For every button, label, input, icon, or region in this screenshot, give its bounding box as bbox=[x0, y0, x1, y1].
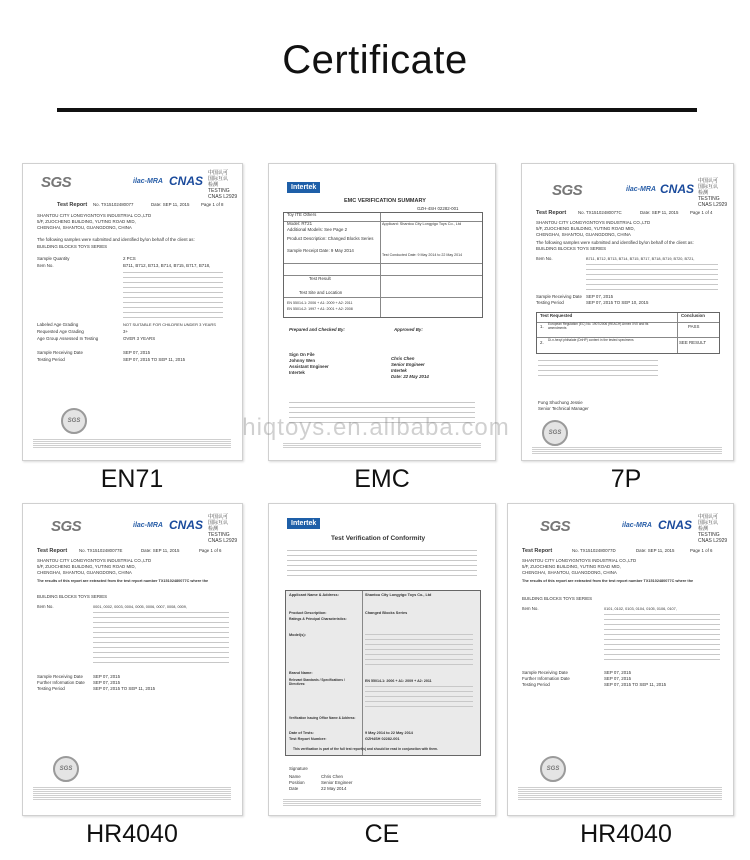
item-numbers bbox=[93, 612, 229, 667]
field-value: SEP 07, 2015 TO SEP 11, 2015 bbox=[93, 686, 156, 691]
signer-title: Senior Technical Manager bbox=[538, 406, 589, 411]
report-page: Page 1 of 6 bbox=[690, 548, 713, 553]
cnas-logo: CNAS bbox=[169, 174, 204, 188]
sgs-seal-icon: SGS bbox=[540, 756, 566, 782]
field-value: 0001, 0002, 0003, 0004, 0005, 0006, 0007, 0008, 0009, bbox=[93, 605, 187, 609]
product-description: Product Description: Changed Blocks Series bbox=[287, 236, 374, 241]
certificate-label-7p: 7P bbox=[610, 465, 642, 493]
field-value: SEP 07, 2015 TO SEP 11, 2015 bbox=[604, 682, 667, 687]
signature-label: Signature bbox=[289, 766, 308, 771]
field-label: Testing Period bbox=[522, 682, 550, 687]
field-label: Testing Period bbox=[536, 300, 564, 305]
footer-fine-print bbox=[283, 442, 481, 448]
cnas-logo: CNAS bbox=[660, 182, 695, 196]
sgs-logo: SGS bbox=[41, 174, 72, 191]
sgs-logo: SGS bbox=[540, 518, 571, 535]
cnas-caption: 中国认可 国际互认 检测 TESTING CNAS L2929 bbox=[698, 178, 728, 208]
receipt-date: Sample Receipt Date: 9 May 2014 bbox=[287, 248, 354, 253]
field-label: Further Information Date bbox=[522, 676, 570, 681]
ilac-mra-logo: ilac-MRA bbox=[626, 186, 656, 193]
field-label: Testing Period bbox=[37, 357, 65, 362]
approved-by: Approved By: bbox=[394, 327, 423, 332]
sgs-seal-icon: SGS bbox=[61, 408, 87, 434]
position-value: Senior Engineer bbox=[321, 780, 353, 785]
standard-1: EN 55014-1: 2006 + A1: 2009 + A2: 2011 bbox=[287, 301, 353, 305]
field-value: SEP 07, 2015 bbox=[586, 294, 614, 299]
certificate-7p[interactable] bbox=[521, 163, 734, 461]
applicant-label: Applicant Name & Address: bbox=[289, 593, 339, 597]
prepared-by: Prepared and Checked By: bbox=[289, 327, 345, 332]
report-title: Test Report bbox=[37, 548, 68, 554]
field-label: Item No. bbox=[522, 606, 539, 611]
footer-fine-print bbox=[283, 798, 481, 806]
footer-fine-print bbox=[33, 438, 231, 448]
sgs-seal-icon: SGS bbox=[53, 756, 79, 782]
company-name: SHANTOU CITY LONGYIGNTOYS INDUSTRIAL CO.,LTD bbox=[37, 213, 152, 218]
doc-number: GZH-4SH 02282-001 bbox=[417, 206, 459, 211]
report-number: No. TX15102480077C bbox=[578, 210, 622, 215]
intertek-logo: Intertek bbox=[287, 182, 320, 193]
company-address-2: CHENGHAI, SHANTOU, GUANGDONG, CHINA bbox=[37, 225, 132, 230]
intertek-logo: Intertek bbox=[287, 518, 320, 529]
field-value: SEP 07, 2015 bbox=[93, 674, 121, 679]
report-title: Test Report bbox=[536, 210, 567, 216]
report-page: Page 1 of 6 bbox=[199, 548, 222, 553]
brand-label: Brand Name: bbox=[289, 671, 313, 675]
signer-1-org: Intertek bbox=[289, 370, 305, 375]
sample-name: BUILDING BLOCKS TOYS SERIES bbox=[522, 596, 593, 601]
table-row-conclusion: SEE RESULT bbox=[679, 340, 707, 345]
certificate-hr4040-1[interactable] bbox=[22, 503, 243, 816]
models-label: Model(s): bbox=[289, 633, 306, 637]
field-label: Sample Quantity bbox=[37, 256, 70, 261]
report-number: No. TX15102480077E bbox=[79, 548, 123, 553]
field-label: Item No. bbox=[37, 604, 54, 609]
applicant: Applicant: Shantou City Longyigo Toys Co., Ltd bbox=[382, 222, 462, 226]
report-page: Page 1 of 4 bbox=[690, 210, 713, 215]
field-value: SEP 07, 2015 bbox=[123, 350, 151, 355]
sample-name: BUILDING BLOCKS TOYS SERIES bbox=[37, 244, 108, 249]
field-value: B711, B712, B713, B714, B715, B717, B718, bbox=[123, 263, 211, 268]
report-page: Page 1 of 8 bbox=[201, 202, 224, 207]
table-row-conclusion: PASS bbox=[688, 324, 700, 329]
signer-name: Fung Shuchung Jessie bbox=[538, 400, 583, 405]
table-row-test: Di-n-hexyl phthalate (DnHP) content in the tested specimens bbox=[548, 338, 634, 342]
date-value: 22 May 2014 bbox=[321, 786, 347, 791]
company-address-1: 5/F, ZUOCHENG BUILDING, YUTING ROAD MID, bbox=[37, 564, 136, 569]
table-header-test: Test Requested bbox=[540, 313, 573, 318]
ratings-label: Ratings & Principal Characteristics: bbox=[289, 617, 347, 621]
model-list bbox=[365, 634, 473, 669]
field-label: Sample Receiving Date bbox=[536, 294, 582, 299]
signer-2-org: Intertek bbox=[391, 368, 407, 373]
certificate-en71[interactable] bbox=[22, 163, 243, 461]
footer-fine-print bbox=[532, 446, 722, 454]
doc-title: Test Verification of Conformity bbox=[331, 535, 426, 542]
sgs-seal-icon: SGS bbox=[542, 420, 568, 446]
field-value: SEP 07, 2015 bbox=[604, 670, 632, 675]
company-address-1: 5/F, ZUOCHENG BUILDING, YUTING ROAD MID, bbox=[522, 564, 621, 569]
report-number: No. TX15102480077 bbox=[93, 202, 134, 207]
page-title: Certificate bbox=[282, 38, 468, 82]
certificate-ce[interactable] bbox=[268, 503, 496, 816]
test-date-value: 9 May 2014 to 22 May 2014 bbox=[365, 731, 413, 735]
test-date-label: Date of Tests: bbox=[289, 731, 314, 735]
intro-text: The following samples were submitted and identified by/on behalf of the client as: bbox=[37, 237, 195, 242]
sgs-logo: SGS bbox=[51, 518, 82, 535]
company-address-2: CHENGHAI, SHANTOU, GUANGDONG, CHINA bbox=[522, 570, 617, 575]
footer-fine-print bbox=[33, 786, 231, 800]
test-result-label: Test Result bbox=[309, 276, 331, 281]
additional-models: Additional Models: See Page 2 bbox=[287, 227, 348, 232]
table-row-number: 2. bbox=[540, 340, 544, 345]
issuing-office-label: Verification Issuing Office Name & Address: bbox=[289, 716, 356, 720]
report-date: Date: SEP 11, 2015 bbox=[141, 548, 180, 553]
field-value: 2 PCS bbox=[123, 256, 136, 261]
cnas-logo: CNAS bbox=[169, 518, 204, 532]
name-label: Name bbox=[289, 774, 301, 779]
certificate-label-hr4040-2: HR4040 bbox=[580, 820, 672, 848]
intro-text bbox=[287, 550, 477, 580]
company-address-2: CHENGHAI, SHANTOU, GUANGDONG, CHINA bbox=[536, 232, 631, 237]
position-label: Position bbox=[289, 780, 305, 785]
intro-text: The following samples were submitted and identified by/on behalf of the client as: bbox=[536, 240, 694, 245]
item-numbers bbox=[123, 272, 223, 322]
field-value: SEP 07, 2015 TO SEP 11, 2015 bbox=[123, 357, 186, 362]
sgs-logo: SGS bbox=[552, 182, 583, 199]
table-row-test: European Regulation (EC) No. 1907/2006 (REACH) Annex XVII and its amendments bbox=[548, 322, 649, 330]
report-date: Date: SEP 11, 2015 bbox=[151, 202, 190, 207]
field-label: Age Group Assessed In Testing bbox=[37, 336, 99, 341]
model: Model: RT21 bbox=[287, 221, 313, 226]
standards-value: EN 55014-1: 2006 + A1: 2009 + A2: 2011 bbox=[365, 679, 432, 683]
product-desc-value: Changed Blocks Series bbox=[365, 611, 408, 615]
field-label: Sample Receiving Date bbox=[37, 350, 83, 355]
sign-on-file: Sign On File bbox=[289, 352, 315, 357]
report-date: Date: SEP 11, 2015 bbox=[636, 548, 675, 553]
report-title: Test Report bbox=[57, 202, 88, 208]
field-label: Requested Age Grading bbox=[37, 329, 84, 334]
certificate-label-hr4040-1: HR4040 bbox=[86, 820, 178, 848]
watermark: hiqtoys.en.alibaba.com bbox=[242, 414, 510, 441]
field-label: Testing Period bbox=[37, 686, 65, 691]
report-date: Date: SEP 11, 2015 bbox=[640, 210, 679, 215]
signer-2-title: Senior Engineer bbox=[391, 362, 425, 367]
ilac-mra-logo: ilac-MRA bbox=[622, 522, 652, 529]
company-address-1: 5/F, ZUOCHENG BUILDING, YUTING ROAD MID, bbox=[37, 219, 136, 224]
product-desc-label: Product Description: bbox=[289, 611, 327, 615]
ilac-mra-logo: ilac-MRA bbox=[133, 522, 163, 529]
company-name: SHANTOU CITY LONGYIGNTOYS INDUSTRIAL CO.,LTD bbox=[536, 220, 651, 225]
field-label: Further Information Date bbox=[37, 680, 85, 685]
signer-2-date: Date: 22 May 2014 bbox=[391, 374, 429, 379]
sample-name: BUILDING BLOCKS TOYS SERIES bbox=[536, 246, 607, 251]
report-number: No. TX15102480077D bbox=[572, 548, 616, 553]
field-value: B711, B712, B713, B714, B715, B717, B718, B719, B720, B721, bbox=[586, 257, 695, 261]
footer-fine-print bbox=[518, 786, 722, 800]
signer-1-name: Johnny Wen bbox=[289, 358, 316, 363]
intro-text: The results of this report are extracted from the test report number TX15102480077C where the bbox=[37, 579, 209, 583]
signature-block bbox=[538, 360, 658, 380]
table-header-conclusion: Conclusion bbox=[681, 313, 705, 318]
cnas-caption: 中国认可 国际互认 检测 TESTING CNAS L2929 bbox=[208, 170, 238, 200]
field-label: Sample Receiving Date bbox=[37, 674, 83, 679]
certificate-hr4040-2[interactable] bbox=[507, 503, 734, 816]
company-name: SHANTOU CITY LONGYIGNTOYS INDUSTRIAL CO.,LTD bbox=[37, 558, 152, 563]
field-value: 0101, 0102, 0103, 0104, 0105, 0106, 0107, bbox=[604, 607, 677, 611]
field-value: SEP 07, 2015 TO SEP 10, 2015 bbox=[586, 300, 649, 305]
ilac-mra-logo: ilac-MRA bbox=[133, 178, 163, 185]
field-value: 3+ bbox=[123, 329, 129, 334]
field-value: NOT SUITABLE FOR CHILDREN UNDER 3 YEARS bbox=[123, 322, 216, 327]
standard-2: EN 55014-2: 1997 + A1: 2001 + A2: 2008 bbox=[287, 307, 353, 311]
report-number-label: Test Report Number: bbox=[289, 737, 327, 741]
applicant-value: Shantou City Longyigo Toys Co., Ltd bbox=[365, 593, 432, 597]
test-conducted: Test Conducted Date: 9 May 2014 to 22 May 2014 bbox=[382, 253, 463, 257]
sample-name: BUILDING BLOCKS TOYS SERIES bbox=[37, 594, 108, 599]
report-title: Test Report bbox=[522, 548, 553, 554]
intro-text: The results of this report are extracted from the test report number TX15102480077C where the bbox=[522, 579, 694, 583]
certificate-label-en71: EN71 bbox=[100, 465, 164, 493]
title-underline bbox=[57, 108, 697, 112]
name-value: Chris Chen bbox=[321, 774, 343, 779]
signer-1-title: Assistant Engineer bbox=[289, 364, 329, 369]
cnas-caption: 中国认可 国际互认 检测 TESTING CNAS L2929 bbox=[208, 514, 238, 544]
company-name: SHANTOU CITY LONGYIGNTOYS INDUSTRIAL CO.,LTD bbox=[522, 558, 637, 563]
item-numbers bbox=[586, 264, 718, 294]
doc-title: EMC VERIFICATION SUMMARY bbox=[344, 198, 426, 204]
signer-2-name: Chris Chen bbox=[391, 356, 415, 361]
report-number-value: GZH4SH 02282-001 bbox=[365, 737, 400, 741]
company-address-2: CHENGHAI, SHANTOU, GUANGDONG, CHINA bbox=[37, 570, 132, 575]
cnas-caption: 中国认可 国际互认 检测 TESTING CNAS L2929 bbox=[698, 514, 728, 544]
certificate-label-ce: CE bbox=[364, 820, 400, 848]
field-label: Item No. bbox=[536, 256, 553, 261]
standards-label: Relevant Standards / Specifications / Directives: bbox=[289, 678, 345, 686]
field-value: OVER 3 YEARS bbox=[123, 336, 156, 341]
certificate-label-emc: EMC bbox=[354, 465, 410, 493]
company-address-1: 5/F, ZUOCHENG BUILDING, YUTING ROAD MID, bbox=[536, 226, 635, 231]
test-site-label: Test Site and Location bbox=[299, 290, 343, 295]
date-label: Date bbox=[289, 786, 299, 791]
field-value: SEP 07, 2015 bbox=[93, 680, 121, 685]
field-value: SEP 07, 2015 bbox=[604, 676, 632, 681]
field-label: Item No. bbox=[37, 263, 54, 268]
standards-detail bbox=[365, 686, 473, 711]
product-type-row: Toy ITE Others bbox=[287, 212, 317, 217]
field-label: Sample Receiving Date bbox=[522, 670, 568, 675]
cnas-logo: CNAS bbox=[658, 518, 693, 532]
table-row-number: 1. bbox=[540, 324, 544, 329]
field-label: Labeled Age Grading bbox=[37, 322, 79, 327]
item-numbers bbox=[604, 614, 720, 664]
verification-note: This verification is part of the full test report(s) and should be read in conjunction with them. bbox=[293, 747, 438, 751]
